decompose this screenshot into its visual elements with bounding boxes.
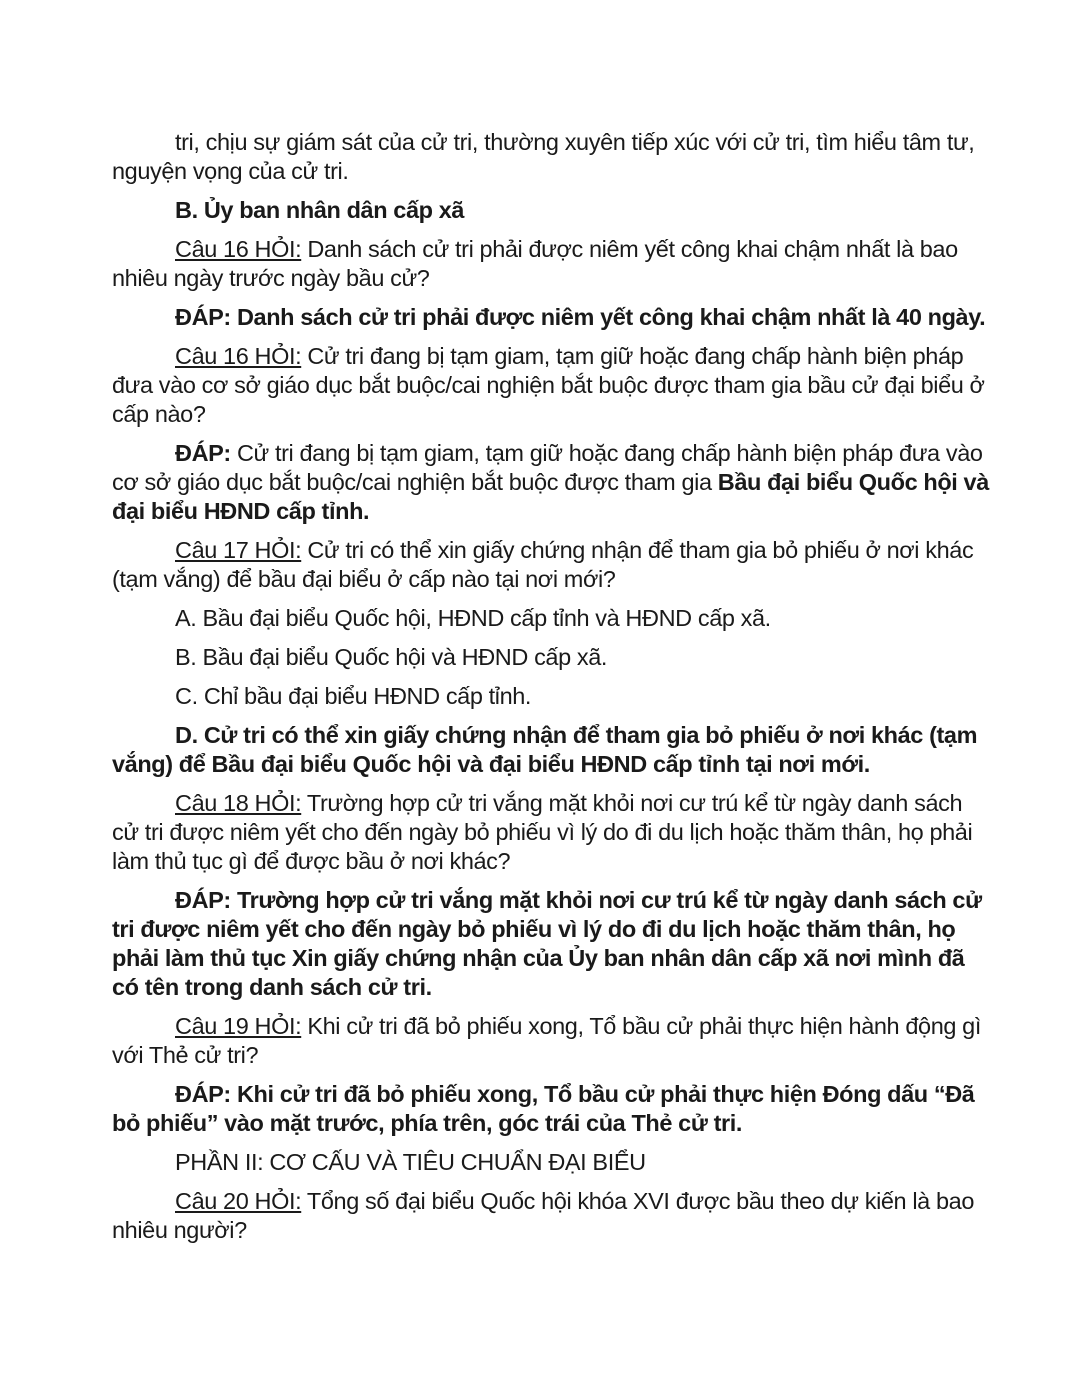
section-heading-text: PHẦN II: CƠ CẤU VÀ TIÊU CHUẨN ĐẠI BIỂU (175, 1149, 646, 1175)
option-c (112, 682, 992, 711)
question-label: Câu 16 HỎI: (175, 236, 302, 262)
option-d-correct (112, 721, 992, 779)
text-run: tri, chịu sự giám sát của cử tri, thường xuyên tiếp xúc với cử tri, tìm hiểu tâm tư, nguyện vọng của cử tri. (112, 129, 975, 184)
answer-19 (112, 1080, 992, 1138)
question-16a (112, 235, 992, 293)
question-text: Cử tri đang bị tạm giam, tạm giữ hoặc đang chấp hành biện pháp đưa vào cơ sở giáo dục bắt buộc/cai nghiện bắt buộc được tham gia bầu cử đại biểu ở cấp nào? (112, 343, 985, 427)
question-19 (112, 1012, 992, 1070)
answer-text: ĐÁP: Danh sách cử tri phải được niêm yết công khai chậm nhất là 40 ngày. (175, 304, 986, 330)
option-text: A. Bầu đại biểu Quốc hội, HĐND cấp tỉnh và HĐND cấp xã. (175, 605, 771, 631)
answer-text: Cử tri đang bị tạm giam, tạm giữ hoặc đang chấp hành biện pháp đưa vào cơ sở giáo dục bắt buộc/cai nghiện bắt buộc được tham gia (112, 440, 983, 495)
question-text: Cử tri có thể xin giấy chứng nhận để tham gia bỏ phiếu ở nơi khác (tạm vắng) để bầu đại biểu ở cấp nào tại nơi mới? (112, 537, 974, 592)
option-text: D. Cử tri có thể xin giấy chứng nhận để tham gia bỏ phiếu ở nơi khác (tạm vắng) để Bầu đại biểu Quốc hội và đại biểu HĐND cấp tỉnh tại nơi mới. (112, 722, 978, 777)
option-b (112, 643, 992, 672)
question-text: Trường hợp cử tri vắng mặt khỏi nơi cư trú kể từ ngày danh sách cử tri được niêm yết cho đến ngày bỏ phiếu vì lý do đi du lịch hoặc thăm thân, họ phải làm thủ tục gì để được bầu ở nơi khác? (112, 790, 973, 874)
question-17 (112, 536, 992, 594)
option-text: C. Chỉ bầu đại biểu HĐND cấp tỉnh. (175, 683, 532, 709)
option-a (112, 604, 992, 633)
question-label: Câu 19 HỎI: (175, 1013, 302, 1039)
question-label: Câu 17 HỎI: (175, 537, 302, 563)
document-page (112, 128, 992, 1255)
answer-16a (112, 303, 992, 332)
answer-emphasis: Bầu đại biểu Quốc hội và đại biểu HĐND cấp tỉnh. (112, 469, 989, 524)
answer-text: ĐÁP: Trường hợp cử tri vắng mặt khỏi nơi cư trú kể từ ngày danh sách cử tri được niêm yết cho đến ngày bỏ phiếu vì lý do đi du lịch hoặc thăm thân, họ phải làm thủ tục Xin giấy chứng nhận của Ủy ban nhân dân cấp xã nơi mình đã có tên trong danh sách cử tri. (112, 887, 982, 1000)
question-18 (112, 789, 992, 876)
answer-18 (112, 886, 992, 1002)
text-run: B. Ủy ban nhân dân cấp xã (175, 197, 465, 223)
question-label: Câu 16 HỎI: (175, 343, 302, 369)
question-16b (112, 342, 992, 429)
question-label: Câu 20 HỎI: (175, 1188, 302, 1214)
section-heading-part-2 (112, 1148, 992, 1177)
question-label: Câu 18 HỎI: (175, 790, 302, 816)
question-text: Khi cử tri đã bỏ phiếu xong, Tổ bầu cử phải thực hiện hành động gì với Thẻ cử tri? (112, 1013, 981, 1068)
answer-text: ĐÁP: Khi cử tri đã bỏ phiếu xong, Tổ bầu cử phải thực hiện Đóng dấu “Đã bỏ phiếu” vào mặt trước, phía trên, góc trái của Thẻ cử tri. (112, 1081, 975, 1136)
option-text: B. Bầu đại biểu Quốc hội và HĐND cấp xã. (175, 644, 608, 670)
answer-label: ĐÁP: (175, 440, 231, 466)
paragraph-continuation (112, 128, 992, 186)
question-text: Danh sách cử tri phải được niêm yết công khai chậm nhất là bao nhiêu ngày trước ngày bầu cử? (112, 236, 958, 291)
paragraph-option-b-answer (112, 196, 992, 225)
question-text: Tổng số đại biểu Quốc hội khóa XVI được bầu theo dự kiến là bao nhiêu người? (112, 1188, 974, 1243)
question-20 (112, 1187, 992, 1245)
answer-16b (112, 439, 992, 526)
